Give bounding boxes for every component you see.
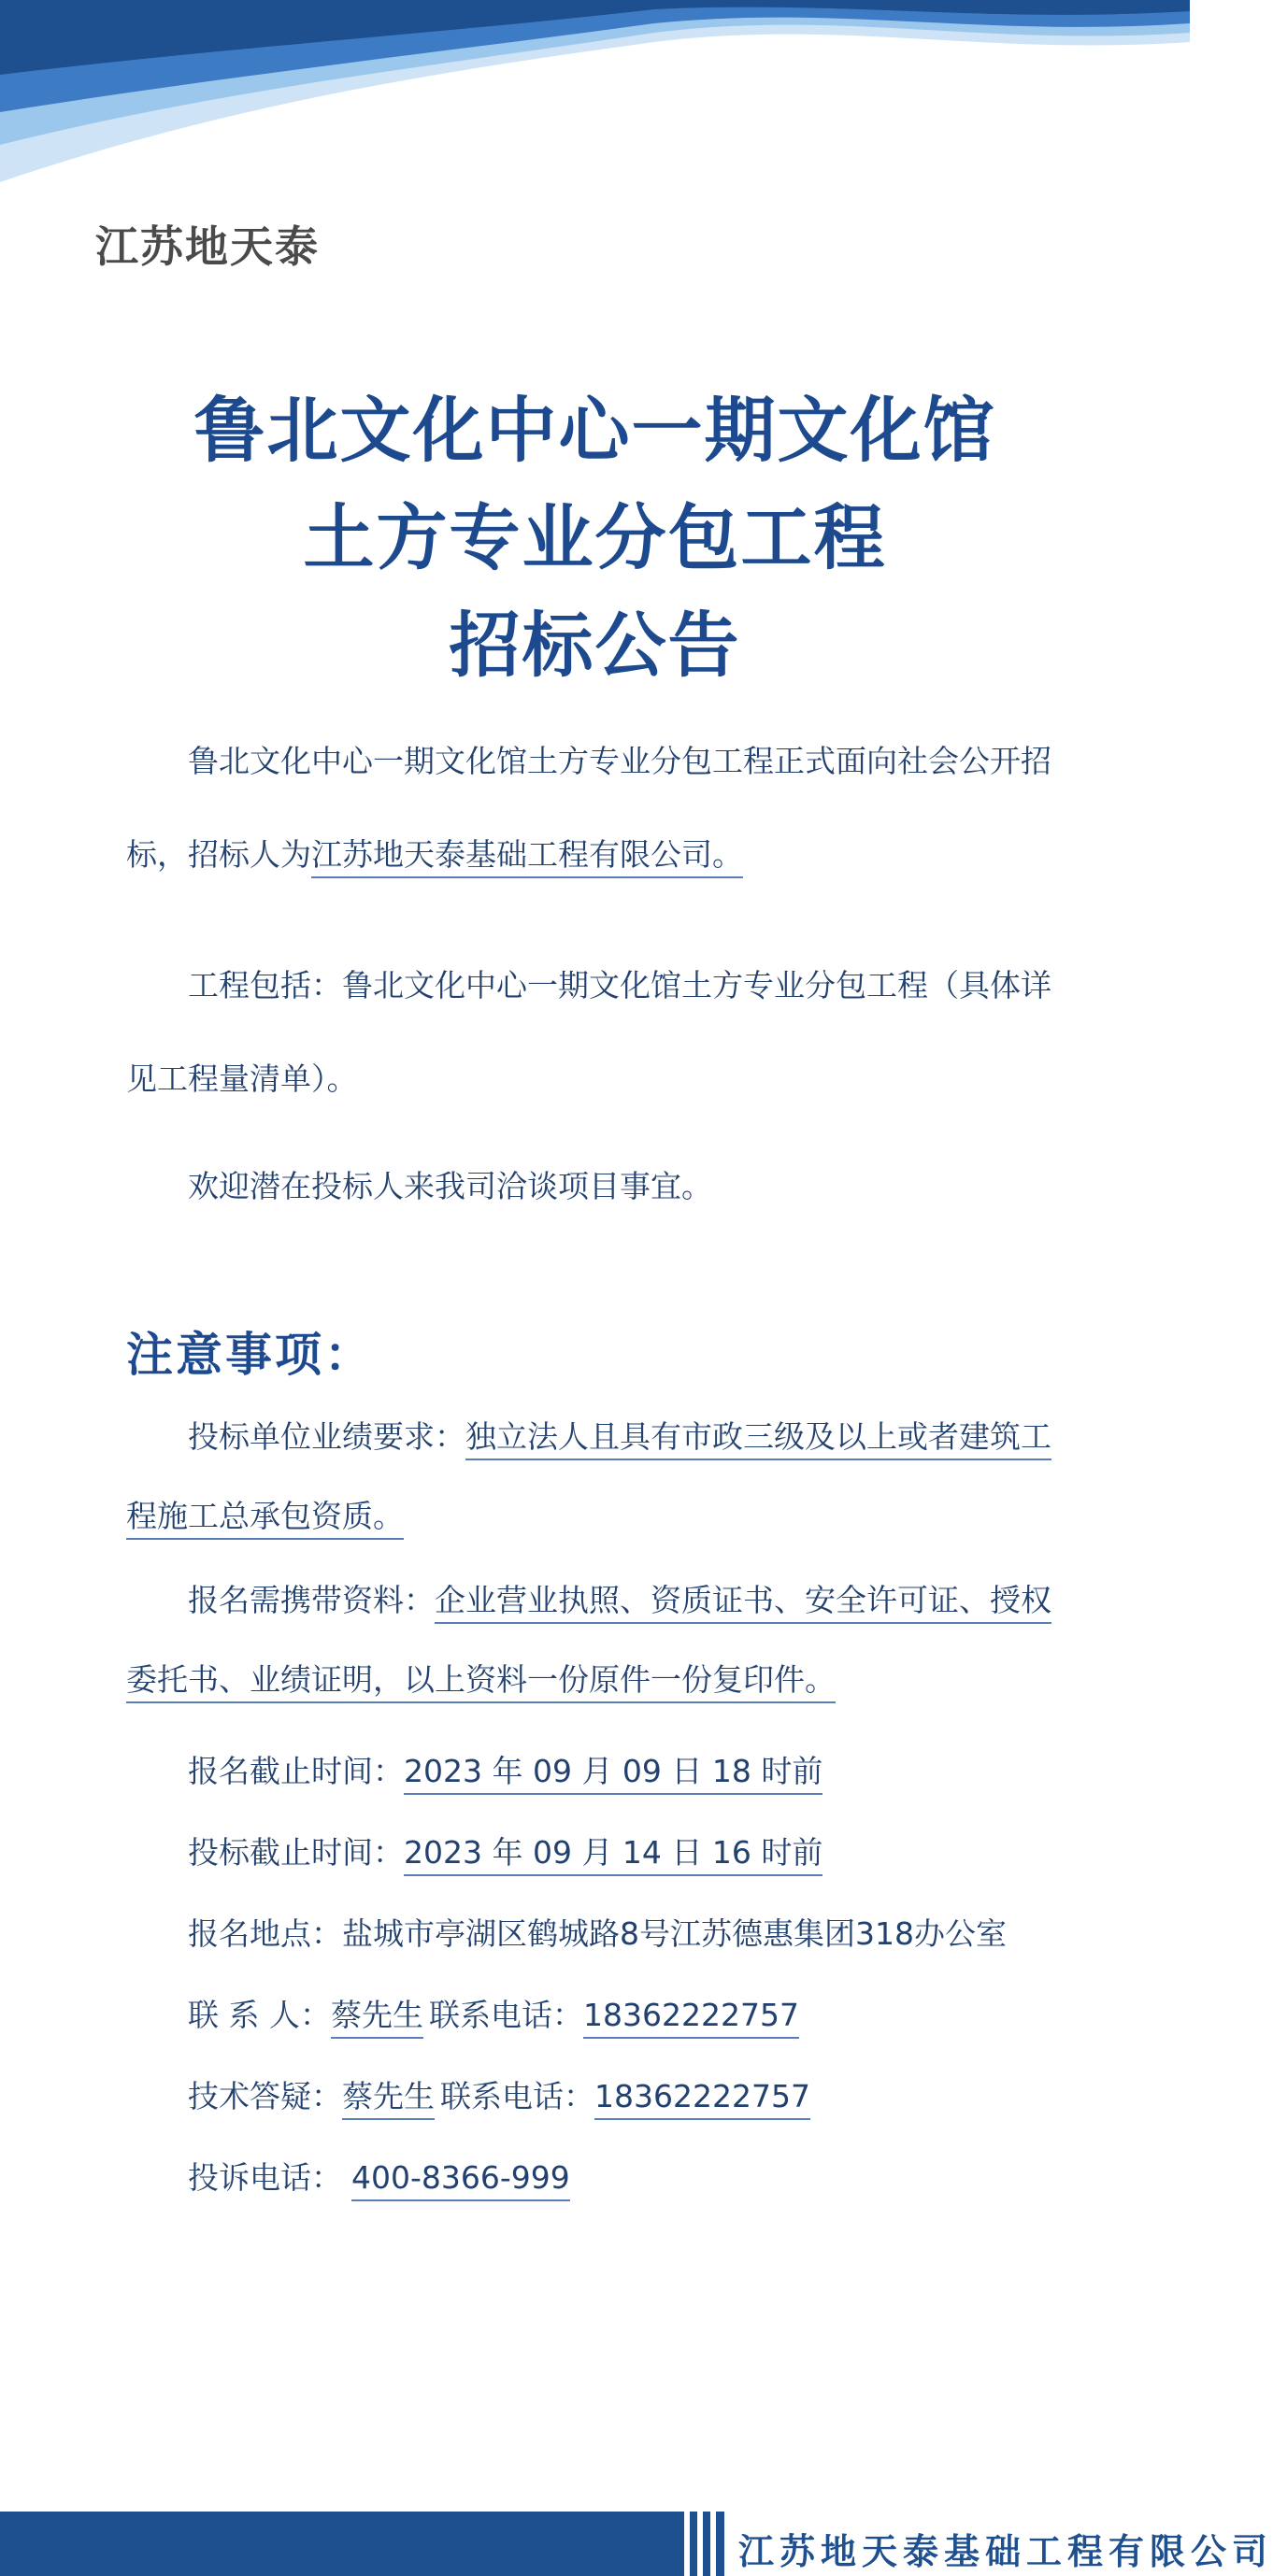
footer-stripe-2 bbox=[697, 2512, 703, 2576]
complaint-phone: 400-8366-999 bbox=[351, 2159, 570, 2201]
footer-company-name: 江苏地天泰基础工程有限公司 bbox=[738, 2530, 1273, 2572]
intro-paragraph-1 bbox=[126, 715, 1061, 902]
tech-label: 技术答疑： bbox=[188, 2078, 342, 2114]
tech-support-row bbox=[188, 2072, 810, 2116]
page-title-line-3: 招标公告 bbox=[449, 604, 741, 687]
tech-phone-label: 联系电话： bbox=[440, 2078, 594, 2114]
bid-deadline-row bbox=[188, 1829, 822, 1872]
signup-deadline-label: 报名截止时间： bbox=[188, 1753, 404, 1789]
location-row bbox=[188, 1910, 1007, 1954]
page-title-line-1: 鲁北文化中心一期文化馆 bbox=[193, 389, 996, 472]
qualification-label: 投标单位业绩要求： bbox=[188, 1418, 465, 1455]
intro-paragraph-2 bbox=[126, 939, 1061, 1126]
location-value: 盐城市亭湖区鹤城路8号江苏德惠集团318办公室 bbox=[342, 1915, 1007, 1952]
company-short-name: 江苏地天泰 bbox=[95, 221, 320, 272]
qualification-paragraph bbox=[126, 1397, 1061, 1556]
footer-stripe-1 bbox=[684, 2512, 690, 2576]
contact-phone: 18362222757 bbox=[583, 1997, 799, 2039]
contact-label: 联 系 人： bbox=[188, 1997, 331, 2033]
intro-text-1: 鲁北文化中心一期文化馆土方专业分包工程正式面向社会公开招标，招标人为 bbox=[126, 743, 1051, 873]
page-title-line-2: 土方专业分包工程 bbox=[303, 496, 887, 579]
intro-text-2: 工程包括：鲁北文化中心一期文化馆土方专业分包工程（具体详见工程量清单）。 bbox=[126, 967, 1051, 1097]
bid-deadline-label: 投标截止时间： bbox=[188, 1834, 404, 1871]
location-label: 报名地点： bbox=[188, 1915, 342, 1952]
intro-text-3: 欢迎潜在投标人来我司洽谈项目事宜。 bbox=[188, 1168, 712, 1204]
complaint-label: 投诉电话： bbox=[188, 2159, 342, 2196]
tenderer-name: 江苏地天泰基础工程有限公司。 bbox=[311, 836, 743, 878]
tech-name: 蔡先生 bbox=[342, 2078, 435, 2120]
contact-name: 蔡先生 bbox=[331, 1997, 423, 2039]
notice-heading: 注意事项： bbox=[126, 1328, 374, 1382]
tech-phone: 18362222757 bbox=[594, 2078, 810, 2120]
footer-stripe-3 bbox=[710, 2512, 716, 2576]
header-wave-decoration bbox=[0, 0, 1190, 187]
signup-deadline-value: 2023 年 09 月 09 日 18 时前 bbox=[404, 1753, 822, 1795]
contact-row bbox=[188, 1991, 799, 2035]
intro-paragraph-3 bbox=[126, 1140, 1061, 1233]
materials-paragraph bbox=[126, 1560, 1061, 1719]
materials-label: 报名需携带资料： bbox=[188, 1582, 435, 1618]
materials-value: 企业营业执照、资质证书、安全许可证、授权委托书、业绩证明，以上资料一份原件一份复印件。 bbox=[126, 1582, 1051, 1703]
complaint-row bbox=[188, 2154, 570, 2198]
signup-deadline-row bbox=[188, 1747, 822, 1791]
contact-phone-label: 联系电话： bbox=[428, 1997, 583, 2033]
qualification-value: 独立法人且具有市政三级及以上或者建筑工程施工总承包资质。 bbox=[126, 1418, 1051, 1540]
bid-deadline-value: 2023 年 09 月 14 日 16 时前 bbox=[404, 1834, 822, 1876]
